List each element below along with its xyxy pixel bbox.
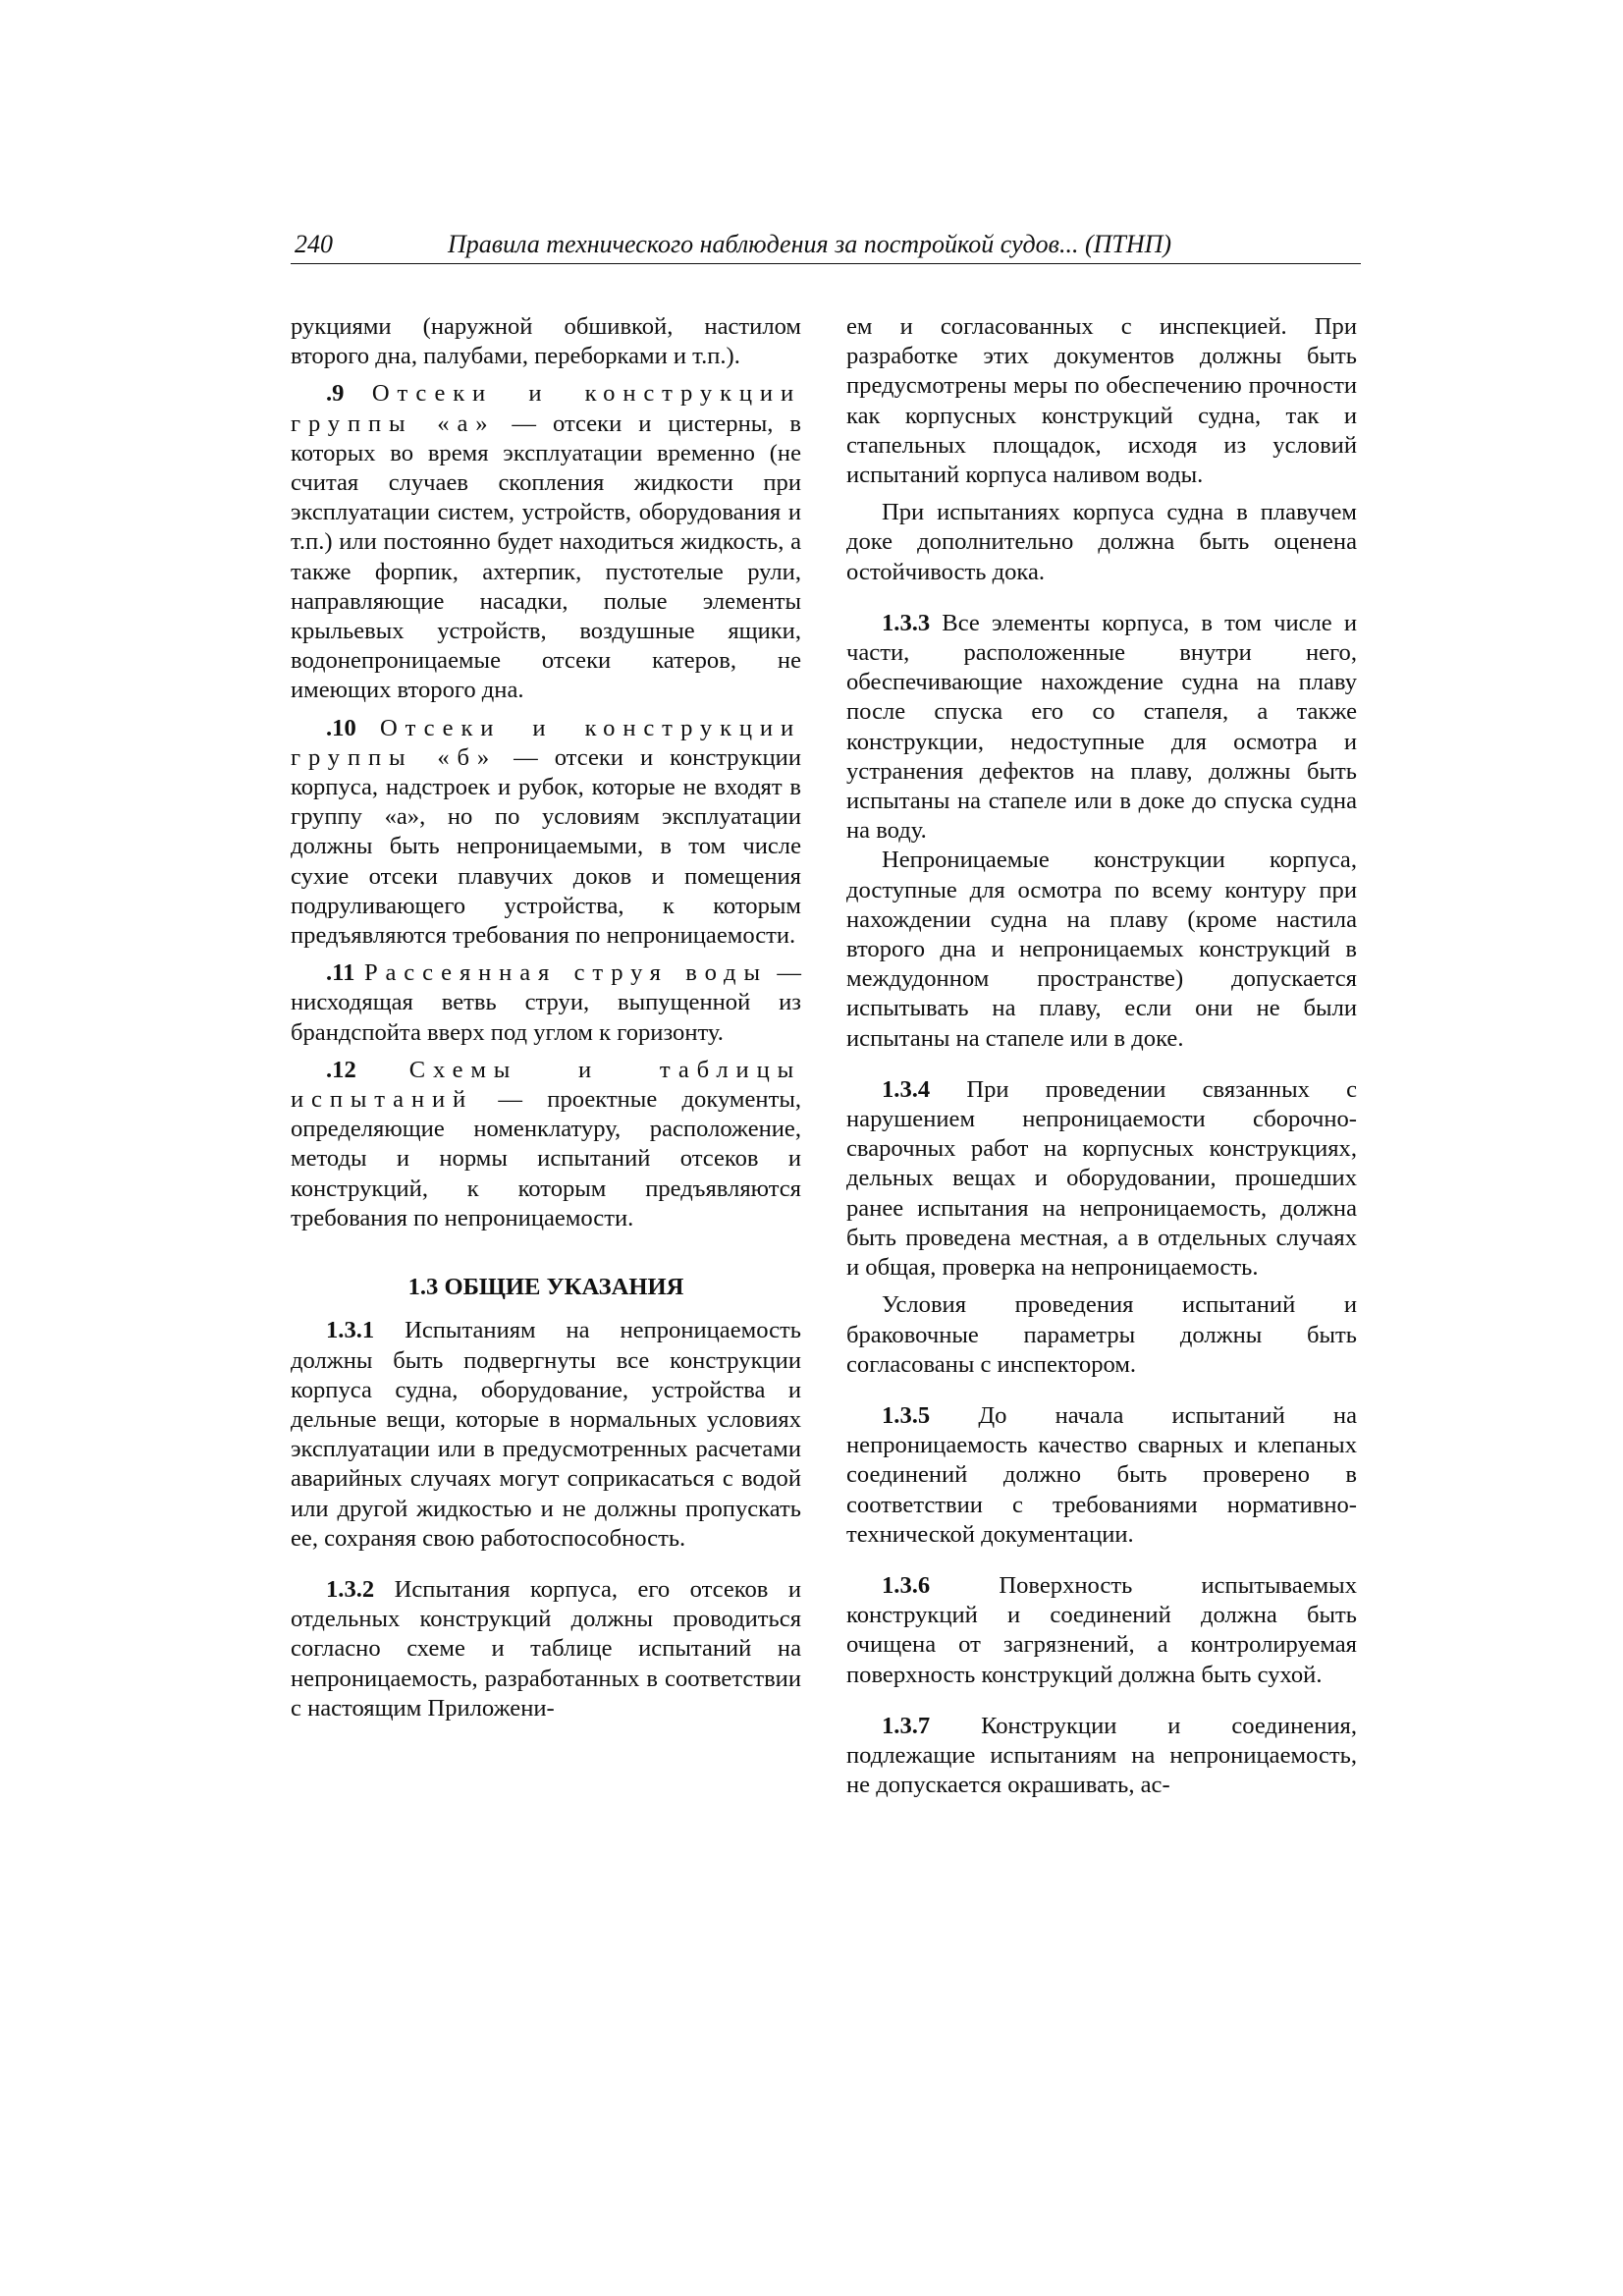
definition-text: — проектные документы, определяющие номенклатуру, расположение, методы и нормы испытаний отсеков и конструкций, к которым предъявляются требования по непроницаемости. bbox=[291, 1086, 801, 1231]
clause-text: Испытаниям на непроницаемость должны быть подвергнуты все конструкции корпуса судна, оборудование, устройства и дельные вещи, которые в нормальных условиях эксплуатации или в предусмотренных расчетами аварийных случаях могут соприкасаться с водой или другой жидкостью и не должны пропускать ее, сохраняя свою работоспособность. bbox=[291, 1317, 801, 1552]
clause-text: Испытания корпуса, его отсеков и отдельных конструкций должны проводиться согласно схеме и таблице испытаний на непроницаемость, разработанных в соответствии с настоящим Приложени- bbox=[291, 1575, 801, 1722]
running-title: Правила технического наблюдения за постройкой судов... (ПТНП) bbox=[448, 230, 1172, 258]
clause-1-3-5 bbox=[846, 1401, 1357, 1550]
clause-number: 1.3.3 bbox=[882, 609, 931, 636]
clause-1-3-6 bbox=[846, 1571, 1357, 1690]
right-column bbox=[846, 312, 1357, 1800]
clause-text: Поверхность испытываемых конструкций и соединений должна быть очищена от загрязнений, а контролируемая поверхность конструкций должна быть сухой. bbox=[846, 1571, 1357, 1688]
clause-1-3-1 bbox=[291, 1316, 801, 1554]
section-heading: 1.3 ОБЩИЕ УКАЗАНИЯ bbox=[407, 1274, 684, 1301]
term: Рассеянная струя воды bbox=[363, 959, 768, 987]
definition-text: — нисходящая ветвь струи, выпущенной из брандспойта вверх под углом к горизонту. bbox=[291, 959, 801, 1046]
term: Схемы и таблицы испытаний bbox=[291, 1056, 801, 1114]
item-number: .11 bbox=[326, 959, 355, 987]
paragraph: ем и согласованных с инспекцией. При разработке этих документов должны быть предусмотрены меры по обеспечению прочности как корпусных конструкций судна, так и стапельных площадок, исходя из условий испытаний корпуса наливом воды. bbox=[846, 313, 1357, 489]
clause-text: Конструкции и соединения, подлежащие испытаниям на непроницаемость, не допускается окрашивать, ас- bbox=[846, 1712, 1357, 1799]
definition-11 bbox=[291, 958, 801, 1048]
paragraph: Непроницаемые конструкции корпуса, доступные для осмотра по всему контуру при нахождении судна на плаву (кроме настила второго дна и непроницаемых конструкций в междудонном пространстве) допускается испытывать на плаву, если они не были испытаны на стапеле или в доке. bbox=[846, 847, 1357, 1052]
definition-12 bbox=[291, 1056, 801, 1233]
item-number: .9 bbox=[326, 380, 345, 408]
clause-1-3-2 bbox=[291, 1575, 801, 1723]
term: Отсеки и конструкции группы «а» bbox=[291, 380, 801, 437]
left-column bbox=[291, 312, 801, 1723]
running-header bbox=[291, 228, 1361, 264]
clause-number: 1.3.7 bbox=[882, 1712, 931, 1739]
clause-text: До начала испытаний на непроницаемость качество сварных и клепаных соединений должно быть проверено в соответствии с требованиями нормативно-технической документации. bbox=[846, 1401, 1357, 1548]
definition-text: — отсеки и цистерны, в которых во время эксплуатации временно (не считая случаев скопления жидкости при эксплуатации систем, устройств, оборудования и т.п.) или постоянно будет находиться жидкость, а также форпик, ахтерпик, пустотелые рули, направляющие насадки, полые элементы крыльевых устройств, воздушные ящики, водонепроницаемые отсеки катеров, не имеющих второго дна. bbox=[291, 410, 801, 704]
clause-text: Все элементы корпуса, в том числе и части, расположенные внутри него, обеспечивающие нахождение судна на плаву после спуска его со стапеля, а также конструкции, недоступные для осмотра и устранения дефектов на плаву, должны быть испытаны на стапеле или в доке до спуска судна на воду. bbox=[846, 609, 1357, 845]
clause-1-3-7 bbox=[846, 1712, 1357, 1801]
clause-number: 1.3.4 bbox=[882, 1075, 931, 1103]
definition-text: — отсеки и конструкции корпуса, надстроек и рубок, которые не входят в группу «а», но по условиям эксплуатации должны быть непроницаемыми, в том числе сухие отсеки плавучих доков и помещения подруливающего устройства, к которым предъявляются требования по непроницаемости. bbox=[291, 743, 801, 950]
page-number: 240 bbox=[295, 230, 333, 258]
term: Отсеки и конструкции группы «б» bbox=[291, 714, 801, 771]
definition-10 bbox=[291, 714, 801, 952]
clause-1-3-3 bbox=[846, 609, 1357, 847]
item-number: .12 bbox=[326, 1056, 356, 1083]
definition-9 bbox=[291, 379, 801, 705]
clause-text: При проведении связанных с нарушением непроницаемости сборочно-сварочных работ на корпусных конструкциях, дельных вещах и оборудовании, прошедших ранее испытания на непроницаемость, должна быть проведена местная, а в отдельных случаях и общая, проверка на непроницаемость. bbox=[846, 1075, 1357, 1282]
item-number: .10 bbox=[326, 714, 356, 741]
clause-number: 1.3.5 bbox=[882, 1401, 931, 1429]
clause-1-3-4 bbox=[846, 1075, 1357, 1283]
paragraph: рукциями (наружной обшивкой, настилом второго дна, палубами, переборками и т.п.). bbox=[291, 313, 801, 370]
paragraph: Условия проведения испытаний и браковочные параметры должны быть согласованы с инспектором. bbox=[846, 1291, 1357, 1378]
clause-number: 1.3.2 bbox=[326, 1575, 375, 1603]
clause-number: 1.3.6 bbox=[882, 1571, 931, 1599]
paragraph: При испытаниях корпуса судна в плавучем доке дополнительно должна быть оценена остойчивость дока. bbox=[846, 499, 1357, 585]
clause-number: 1.3.1 bbox=[326, 1317, 375, 1344]
